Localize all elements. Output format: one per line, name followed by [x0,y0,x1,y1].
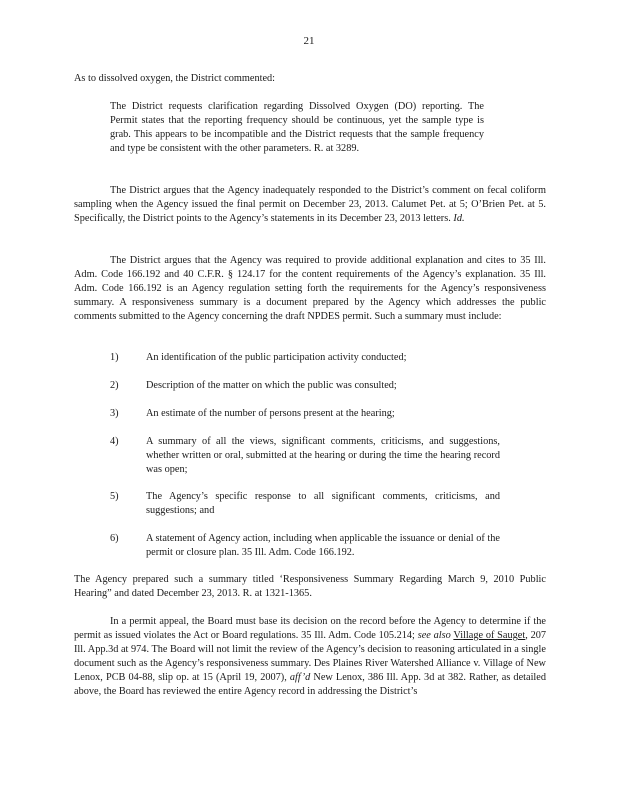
list-item-number: 2) [110,380,119,391]
list-item-text: A summary of all the views, significant comments, criticisms, and suggestions, whether written or oral, submitted at the hearing or during the time the hearing record was open; [146,436,500,475]
paragraph-text: In a permit appeal, the Board must base its decision on the record before the Agency to determine if the permit as issued violates the Act or Board regulations. 35 Ill. Adm. Code 105.214; [74,616,546,641]
id-citation: Id. [453,213,465,224]
intro-paragraph: As to dissolved oxygen, the District commented: [74,73,276,84]
list-item-text: An estimate of the number of persons present at the hearing; [146,408,395,419]
paragraph-fecal-coliform [74,184,546,226]
case-name-village-of-sauget: Village of Sauget [453,630,526,641]
list-item-number: 5) [110,491,119,502]
list-item-number: 6) [110,533,119,544]
page-number: 21 [303,35,315,47]
paragraph-text: The District argues that the Agency inadequately responded to the District’s comment on fecal coliform sampling when the Agency issued the final permit on December 23, 2013. Calumet Pet. at 5; O’Brien Pet. at 5. Specifically, the District points to the Agency’s statements in its December 23, 2013 letters. [74,185,546,224]
paragraph-agency-summary: The Agency prepared such a summary titled ‘Responsiveness Summary Regarding March 9, 2010 Public Hearing” and dated December 23, 2013. R. at 1321-1365. [74,574,546,599]
list-item-number: 1) [110,352,119,363]
list-item-text: Description of the matter on which the public was consulted; [146,380,397,391]
list-item-text: The Agency’s specific response to all significant comments, criticisms, and suggestions; and [146,491,500,516]
list-item-number: 4) [110,436,119,447]
paragraph-responsiveness-requirements: The District argues that the Agency was required to provide additional explanation and cites to 35 Ill. Adm. Code 166.192 and 40 C.F.R. § 124.17 for the content requirements of the Agency’s explanation. 35 Ill. Adm. Code 166.192 is an Agency regulation setting forth the requirements for the Agency’s responsiveness summary. A responsiveness summary is a document prepared by the Agency which addresses the public comments submitted to the Agency concerning the draft NPDES permit. Such a summary must include: [74,255,546,322]
affd-signal: aff’d [289,672,311,683]
list-item-text: A statement of Agency action, including when applicable the issuance or denial of the permit or closure plan. 35 Ill. Adm. Code 166.192. [146,533,500,558]
block-quote: The District requests clarification regarding Dissolved Oxygen (DO) reporting. The Permit states that the reporting frequency should be continuous, yet the sample type is grab. This appears to be incompatible and the District requests that the sample frequency and type be consistent with the other parameters. R. at 3289. [110,101,484,154]
list-item-number: 3) [110,408,119,419]
paragraph-permit-appeal [74,615,546,699]
paragraph-text: New Lenox, 386 Ill. App. 3d at 382. Rather, as detailed above, the Board has reviewed the entire Agency record in addressing the District’s [74,672,547,697]
list-item-text: An identification of the public participation activity conducted; [146,352,407,363]
paragraph-text: , 207 Ill. App.3d at 974. The Board will not limit the review of the Agency’s decision to reasoning articulated in a single document such as the Agency’s responsiveness summary. Des Plaines River Watershed Alliance v. Village of New Lenox, PCB 04-88, slip op. at 15 (April 19, 2007), [74,630,547,683]
see-also-signal: see also [417,630,451,641]
